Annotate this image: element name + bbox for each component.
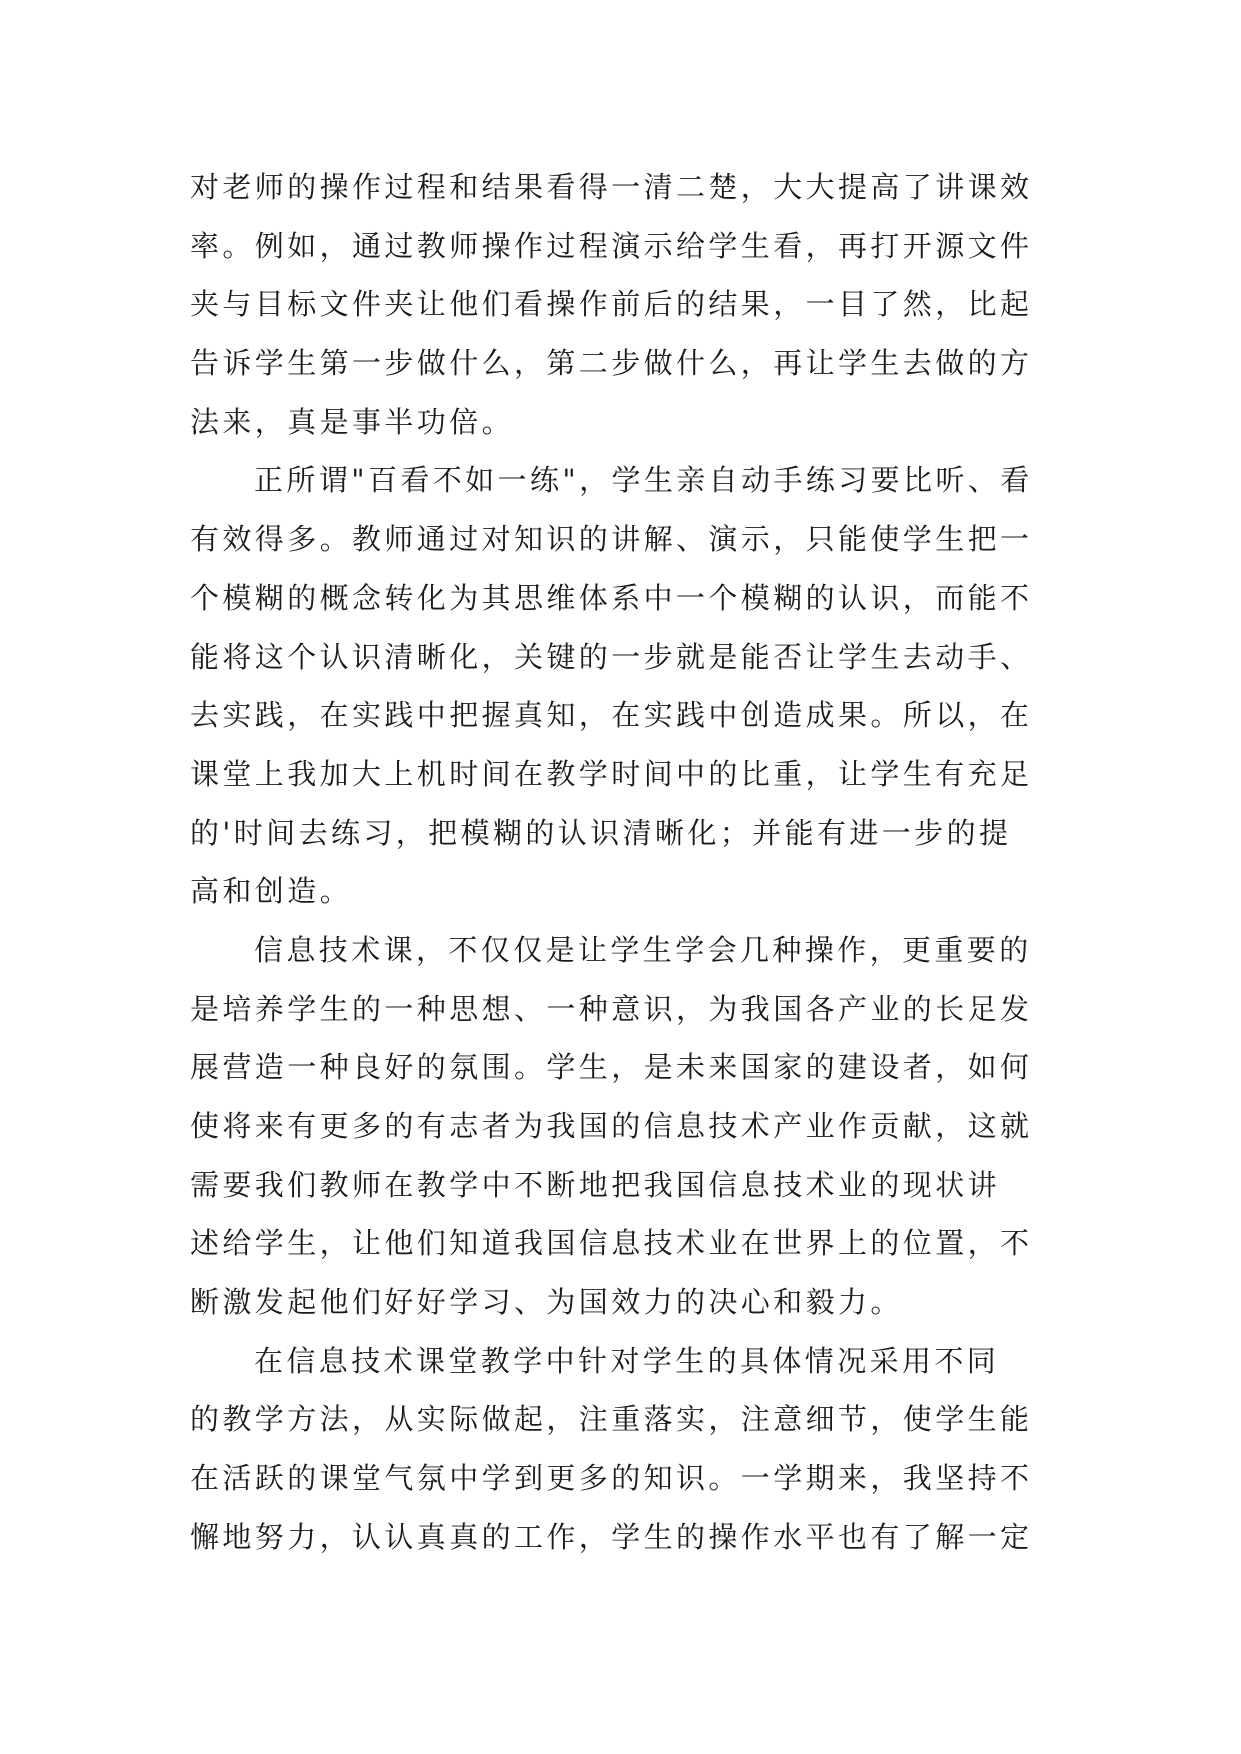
text-line: 展营造一种良好的氛围。学生，是未来国家的建设者，如何 bbox=[190, 1050, 1033, 1085]
text-line: 课堂上我加大上机时间在教学时间中的比重，让学生有充足 bbox=[190, 756, 1033, 791]
text-line: 高和创造。 bbox=[190, 874, 353, 909]
text-line: 夹与目标文件夹让他们看操作前后的结果，一目了然，比起 bbox=[190, 287, 1033, 322]
text-line: 使将来有更多的有志者为我国的信息技术产业作贡献，这就 bbox=[190, 1109, 1033, 1143]
text-line: 个模糊的概念转化为其思维体系中一个模糊的认识，而能不 bbox=[190, 580, 1033, 615]
text-line: 的'时间去练习，把模糊的认识清晰化；并能有进一步的提 bbox=[190, 815, 1012, 850]
text-line: 能将这个认识清晰化，关键的一步就是能否让学生去动手、 bbox=[190, 639, 1033, 674]
text-line: 断激发起他们好好学习、为国效力的决心和毅力。 bbox=[190, 1285, 903, 1320]
text-line: 的教学方法，从实际做起，注重落实，注意细节，使学生能 bbox=[190, 1402, 1033, 1437]
paragraph-first-line: 在信息技术课堂教学中针对学生的具体情况采用不同 bbox=[254, 1343, 1000, 1378]
text-line: 法来，真是事半功倍。 bbox=[190, 404, 515, 439]
text-line: 需要我们教师在教学中不断地把我国信息技术业的现状讲 bbox=[190, 1167, 1001, 1202]
text-line: 懈地努力，认认真真的工作，学生的操作水平也有了解一定 bbox=[190, 1519, 1033, 1554]
text-line: 率。例如，通过教师操作过程演示给学生看，再打开源文件 bbox=[190, 228, 1033, 263]
paragraph-first-line: 信息技术课，不仅仅是让学生学会几种操作，更重要的 bbox=[254, 932, 1032, 967]
text-line: 告诉学生第一步做什么，第二步做什么，再让学生去做的方 bbox=[190, 346, 1033, 381]
text-line: 有效得多。教师通过对知识的讲解、演示，只能使学生把一 bbox=[190, 522, 1033, 557]
text-line: 述给学生，让他们知道我国信息技术业在世界上的位置，不 bbox=[190, 1226, 1033, 1261]
text-line: 对老师的操作过程和结果看得一清二楚，大大提高了讲课效 bbox=[190, 170, 1033, 204]
text-line: 在活跃的课堂气氛中学到更多的知识。一学期来，我坚持不 bbox=[190, 1461, 1033, 1496]
text-line: 去实践，在实践中把握真知，在实践中创造成果。所以，在 bbox=[190, 698, 1033, 733]
document-body bbox=[190, 158, 1070, 1567]
paragraph-first-line: 正所谓"百看不如一练"，学生亲自动手练习要比听、看 bbox=[254, 463, 1033, 498]
text-line: 是培养学生的一种思想、一种意识，为我国各产业的长足发 bbox=[190, 991, 1033, 1026]
